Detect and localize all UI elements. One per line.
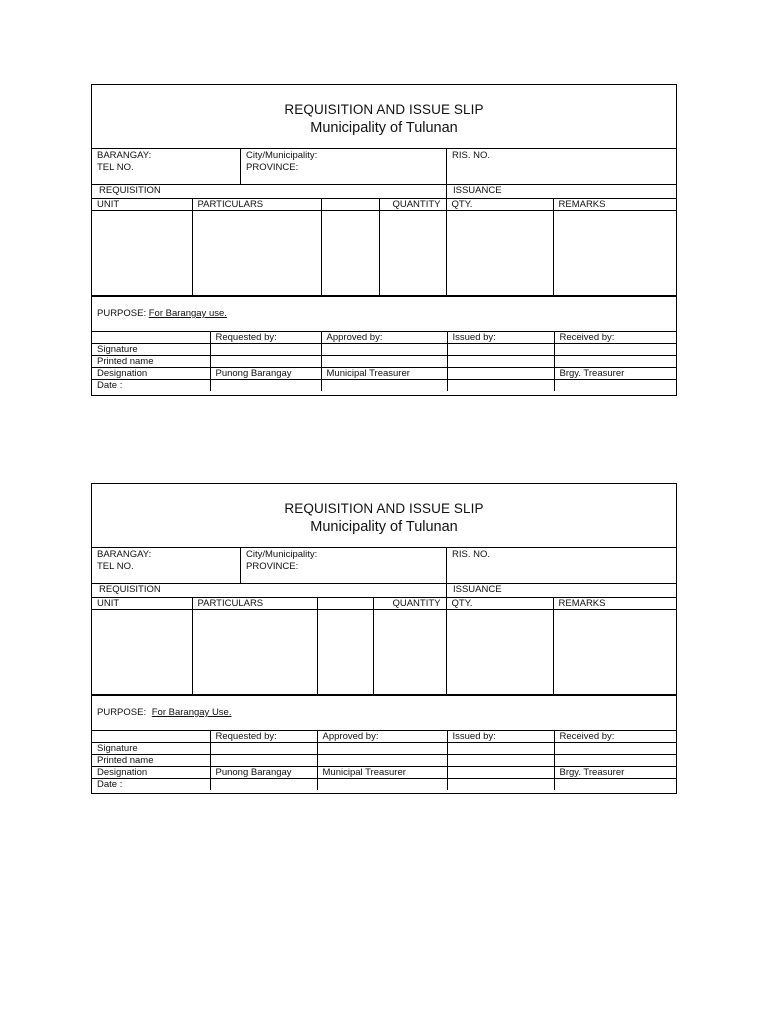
sig-row-date (92, 380, 676, 392)
city-label: City/Municipality: (246, 549, 318, 560)
sig-row-signature (92, 344, 676, 356)
sig-cell: Punong Barangay (210, 767, 317, 779)
sig-cell: Brgy. Treasurer (554, 368, 676, 380)
row-label: Designation (92, 368, 210, 380)
sig-cell[interactable] (447, 767, 554, 779)
requisition-label: REQUISITION (92, 185, 447, 198)
col-remarks: REMARKS (553, 199, 676, 211)
sig-cell[interactable] (447, 380, 554, 392)
sig-cell[interactable] (447, 356, 554, 368)
signature-table (92, 332, 676, 391)
qty-cell[interactable] (446, 610, 553, 695)
requisition-label: REQUISITION (92, 584, 447, 597)
sig-cell[interactable] (554, 356, 676, 368)
slip-header (92, 484, 676, 548)
sig-cell[interactable] (554, 743, 676, 755)
slip-title: REQUISITION AND ISSUE SLIP (284, 102, 484, 117)
sig-cell: Municipal Treasurer (321, 368, 447, 380)
sig-header-blank (92, 332, 210, 344)
ris-label: RIS. NO. (452, 549, 491, 560)
sig-header-blank (92, 731, 210, 743)
slip-subtitle: Municipality of Tulunan (310, 519, 458, 535)
section-header (92, 185, 676, 198)
sig-cell[interactable] (554, 344, 676, 356)
province-label: PROVINCE: (246, 561, 299, 572)
approved-by-label: Approved by: (321, 332, 447, 344)
quantity-cell[interactable] (373, 610, 446, 695)
sig-cell[interactable] (321, 356, 447, 368)
sig-cell: Brgy. Treasurer (554, 767, 676, 779)
items-table (92, 597, 676, 695)
barangay-label: BARANGAY: (97, 150, 152, 161)
col-unit: UNIT (92, 598, 192, 610)
slip-title: REQUISITION AND ISSUE SLIP (284, 501, 484, 516)
sig-cell[interactable] (210, 755, 317, 767)
col-blank (321, 199, 379, 211)
sig-cell[interactable] (210, 743, 317, 755)
purpose-label: PURPOSE: (97, 308, 147, 319)
purpose-row (92, 296, 676, 332)
sig-cell[interactable] (210, 380, 321, 392)
issuance-label: ISSUANCE (453, 185, 502, 196)
signature-table (92, 731, 676, 790)
ris-label: RIS. NO. (452, 150, 491, 161)
items-body-row (92, 610, 676, 695)
blank-cell[interactable] (321, 211, 379, 296)
row-label: Date : (92, 380, 210, 392)
info-row (92, 149, 676, 185)
sig-cell[interactable] (210, 356, 321, 368)
sig-cell[interactable] (210, 779, 317, 791)
sig-cell[interactable] (321, 344, 447, 356)
sig-row-signature (92, 743, 676, 755)
purpose-row (92, 695, 676, 731)
sig-row-printed-name (92, 356, 676, 368)
sig-cell[interactable] (317, 743, 447, 755)
quantity-cell[interactable] (379, 211, 446, 296)
col-unit: UNIT (92, 199, 192, 211)
items-header-row (92, 199, 676, 211)
col-remarks: REMARKS (553, 598, 676, 610)
sig-cell[interactable] (447, 755, 554, 767)
issued-by-label: Issued by: (447, 332, 554, 344)
sig-cell[interactable] (447, 344, 554, 356)
sig-cell[interactable] (447, 368, 554, 380)
blank-cell[interactable] (317, 610, 373, 695)
col-qty: QTY. (446, 598, 553, 610)
sig-cell: Municipal Treasurer (317, 767, 447, 779)
sig-row-designation (92, 767, 676, 779)
col-quantity: QUANTITY (379, 199, 446, 211)
requested-by-label: Requested by: (210, 332, 321, 344)
sig-row-date (92, 779, 676, 791)
row-label: Date : (92, 779, 210, 791)
sig-row-designation (92, 368, 676, 380)
sig-cell[interactable] (317, 779, 447, 791)
issued-by-label: Issued by: (447, 731, 554, 743)
sig-cell[interactable] (321, 380, 447, 392)
row-label: Designation (92, 767, 210, 779)
row-label: Signature (92, 344, 210, 356)
barangay-cell (92, 149, 241, 184)
sig-cell[interactable] (447, 743, 554, 755)
purpose-value: For Barangay use. (148, 308, 227, 319)
col-blank (317, 598, 373, 610)
items-body-row (92, 211, 676, 296)
requisition-slip-2 (91, 483, 677, 794)
slip-subtitle: Municipality of Tulunan (310, 120, 458, 136)
sig-cell[interactable] (554, 380, 676, 392)
issuance-label: ISSUANCE (453, 584, 502, 595)
unit-cell[interactable] (92, 211, 192, 296)
ris-cell (447, 149, 676, 184)
col-qty: QTY. (446, 199, 553, 211)
sig-header-row (92, 731, 676, 743)
unit-cell[interactable] (92, 610, 192, 695)
remarks-cell[interactable] (553, 211, 676, 296)
row-label: Signature (92, 743, 210, 755)
city-cell (241, 149, 447, 184)
sig-cell[interactable] (554, 779, 676, 791)
row-label: Printed name (92, 356, 210, 368)
received-by-label: Received by: (554, 731, 676, 743)
sig-cell[interactable] (317, 755, 447, 767)
sig-cell: Punong Barangay (210, 368, 321, 380)
purpose-value: For Barangay Use. (151, 707, 232, 718)
particulars-cell[interactable] (192, 211, 321, 296)
slip-header (92, 85, 676, 149)
sig-cell[interactable] (554, 755, 676, 767)
items-table (92, 198, 676, 296)
info-row (92, 548, 676, 584)
sig-header-row (92, 332, 676, 344)
barangay-cell (92, 548, 241, 583)
particulars-cell[interactable] (192, 610, 317, 695)
province-label: PROVINCE: (246, 162, 299, 173)
col-particulars: PARTICULARS (192, 199, 321, 211)
ris-cell (447, 548, 676, 583)
qty-cell[interactable] (446, 211, 553, 296)
sig-cell[interactable] (210, 344, 321, 356)
sig-cell[interactable] (447, 779, 554, 791)
col-quantity: QUANTITY (373, 598, 446, 610)
tel-label: TEL NO. (97, 561, 134, 572)
barangay-label: BARANGAY: (97, 549, 152, 560)
remarks-cell[interactable] (553, 610, 676, 695)
approved-by-label: Approved by: (317, 731, 447, 743)
received-by-label: Received by: (554, 332, 676, 344)
requested-by-label: Requested by: (210, 731, 317, 743)
purpose-label: PURPOSE: (97, 707, 147, 718)
requisition-slip-1 (91, 84, 677, 396)
col-particulars: PARTICULARS (192, 598, 317, 610)
sig-row-printed-name (92, 755, 676, 767)
items-header-row (92, 598, 676, 610)
row-label: Printed name (92, 755, 210, 767)
tel-label: TEL NO. (97, 162, 134, 173)
city-label: City/Municipality: (246, 150, 318, 161)
section-header (92, 584, 676, 597)
city-cell (241, 548, 447, 583)
